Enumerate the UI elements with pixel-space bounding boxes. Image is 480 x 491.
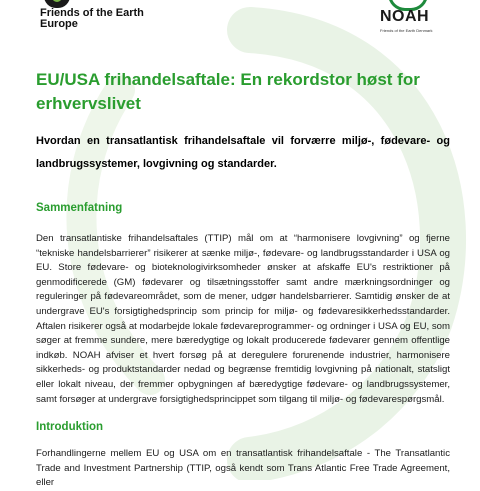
section-body-introduction: Forhandlingerne mellem EU og USA om en transatlantisk frihandelsaftale - The Transatlantic Trade and Investment Partnership (TTIP, også kendt som Trans Atlantic Free Trade Agreement, eller [36,448,450,489]
section-heading-introduction: Introduktion [36,421,104,434]
noah-logo-text: NOAH [380,8,430,25]
noah-logo-tagline: Friends of the Earth Denmark [380,28,433,33]
document-header [0,0,480,60]
document-title: EU/USA frihandelsaftale: En rekordstor høst for erhvervslivet [36,70,420,113]
section-body-summary: Den transatlantiske frihandelsaftales (TTIP) mål om at “harmonisere lovgivning” og fjerne “tekniske handelsbarrierer” risikerer at sænke miljø-, fødevare- og landbrugsstandarder i USA og EU. Store fødevare- og bioteknologivirksomheder ønsker at afskaffe EU's restriktioner på genmodificerede (GM) fødevarer og tilsætningsstoffer samt andre mærkningsordninger og reguleringer på fødevareområdet, som de mener, udgør handelsbarrierer. Samtidig ønsker de at undergrave EU's forsigtighedsprincip som princip for miljø- og fødevaresikkerhedsstandarder. Aftalen risikerer også at modarbejde lokale fødevareprogrammer- og ordninger i USA og EU, som søger at fremme sundere, mere bæredygtige og lokalt producerede fødevarer gennem offentlige indkøb. NOAH afviser et hvert forsøg på at deregulere forurenende industrier, harmonisere sikkerheds- og produktstandarder nedad og begrænse fremtidig lovgivning på nationalt, statsligt eller lokalt niveau, der fremmer opbygningen af bæredygtige fødevare- og landbrugssystemer, samt forsøger at undergrave forsigtighedsprincippet som tilgang til miljø- og fødevarespørgsmål. [36,233,450,405]
document-subtitle: Hvordan en transatlantisk frihandelsaftale vil forværre miljø-, fødevare- og landbrugssystemer, lovgivning og standarder. [36,135,450,170]
section-heading-summary: Sammenfatning [36,202,123,214]
document-body [36,68,450,491]
foe-logo-text: Friends of the Earth Europe [40,7,144,30]
noah-logo [376,0,452,44]
friends-of-the-earth-europe-logo [36,0,156,42]
